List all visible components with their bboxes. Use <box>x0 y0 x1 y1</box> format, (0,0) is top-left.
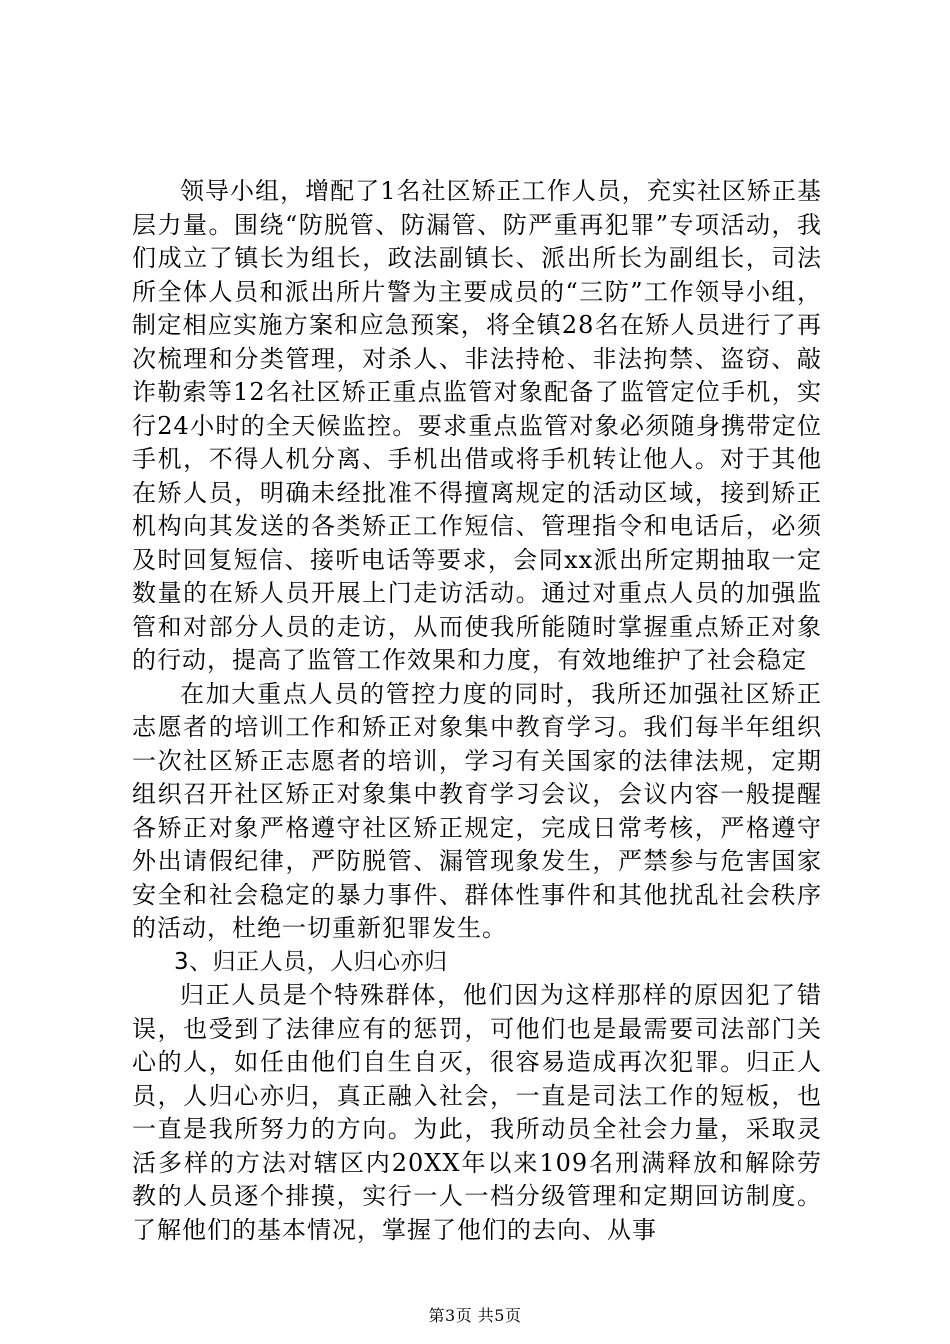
document-body <box>132 175 822 1247</box>
paragraph-volunteer-training: 在加大重点人员的管控力度的同时，我所还加强社区矫正志愿者的培训工作和矫正对象集中教育学习。我们每半年组织一次社区矫正志愿者的培训，学习有关国家的法律法规，定期组织召开社区矫正对象集中教育学习会议，会议内容一般提醒各矫正对象严格遵守社区矫正规定，完成日常考核，严格遵守外出请假纪律，严防脱管、漏管现象发生，严禁参与危害国家安全和社会稳定的暴力事件、群体性事件和其他扰乱社会秩序的活动，杜绝一切重新犯罪发生。 <box>132 679 822 942</box>
paragraph-released-persons: 归正人员是个特殊群体，他们因为这样那样的原因犯了错误，也受到了法律应有的惩罚，可他们也是最需要司法部门关心的人，如任由他们自生自灭，很容易造成再次犯罪。归正人员，人归心亦归，真正融入社会，一直是司法工作的短板，也一直是我所努力的方向。为此，我所动员全社会力量，采取灵活多样的方法对辖区内20XX年以来109名刑满释放和解除劳教的人员逐个排摸，实行一人一档分级管理和定期回访制度。了解他们的基本情况，掌握了他们的去向、从事 <box>132 981 822 1244</box>
paragraph-supervision: 领导小组，增配了1名社区矫正工作人员，充实社区矫正基层力量。围绕“防脱管、防漏管、防严重再犯罪”专项活动，我们成立了镇长为组长，政法副镇长、派出所长为副组长，司法所全体人员和派出所片警为主要成员的“三防”工作领导小组，制定相应实施方案和应急预案，将全镇28名在矫人员进行了再次梳理和分类管理，对杀人、非法持枪、非法拘禁、盗窃、敲诈勒索等12名社区矫正重点监管对象配备了监管定位手机，实行24小时的全天候监控。要求重点监管对象必须随身携带定位手机，不得人机分离、手机出借或将手机转让他人。对于其他在矫人员，明确未经批准不得擅离规定的活动区域，接到矫正机构向其发送的各类矫正工作短信、管理指令和电话后，必须及时回复短信、接听电话等要求，会同xx派出所定期抽取一定数量的在矫人员开展上门走访活动。通过对重点人员的加强监管和对部分人员的走访，从而使我所能随时掌握重点矫正对象的行动，提高了监管工作效果和力度，有效地维护了社会稳定 <box>132 177 822 674</box>
page-footer: 第3页 共5页 <box>428 1306 522 1325</box>
section-heading: 3、归正人员，人归心亦归 <box>174 948 448 975</box>
